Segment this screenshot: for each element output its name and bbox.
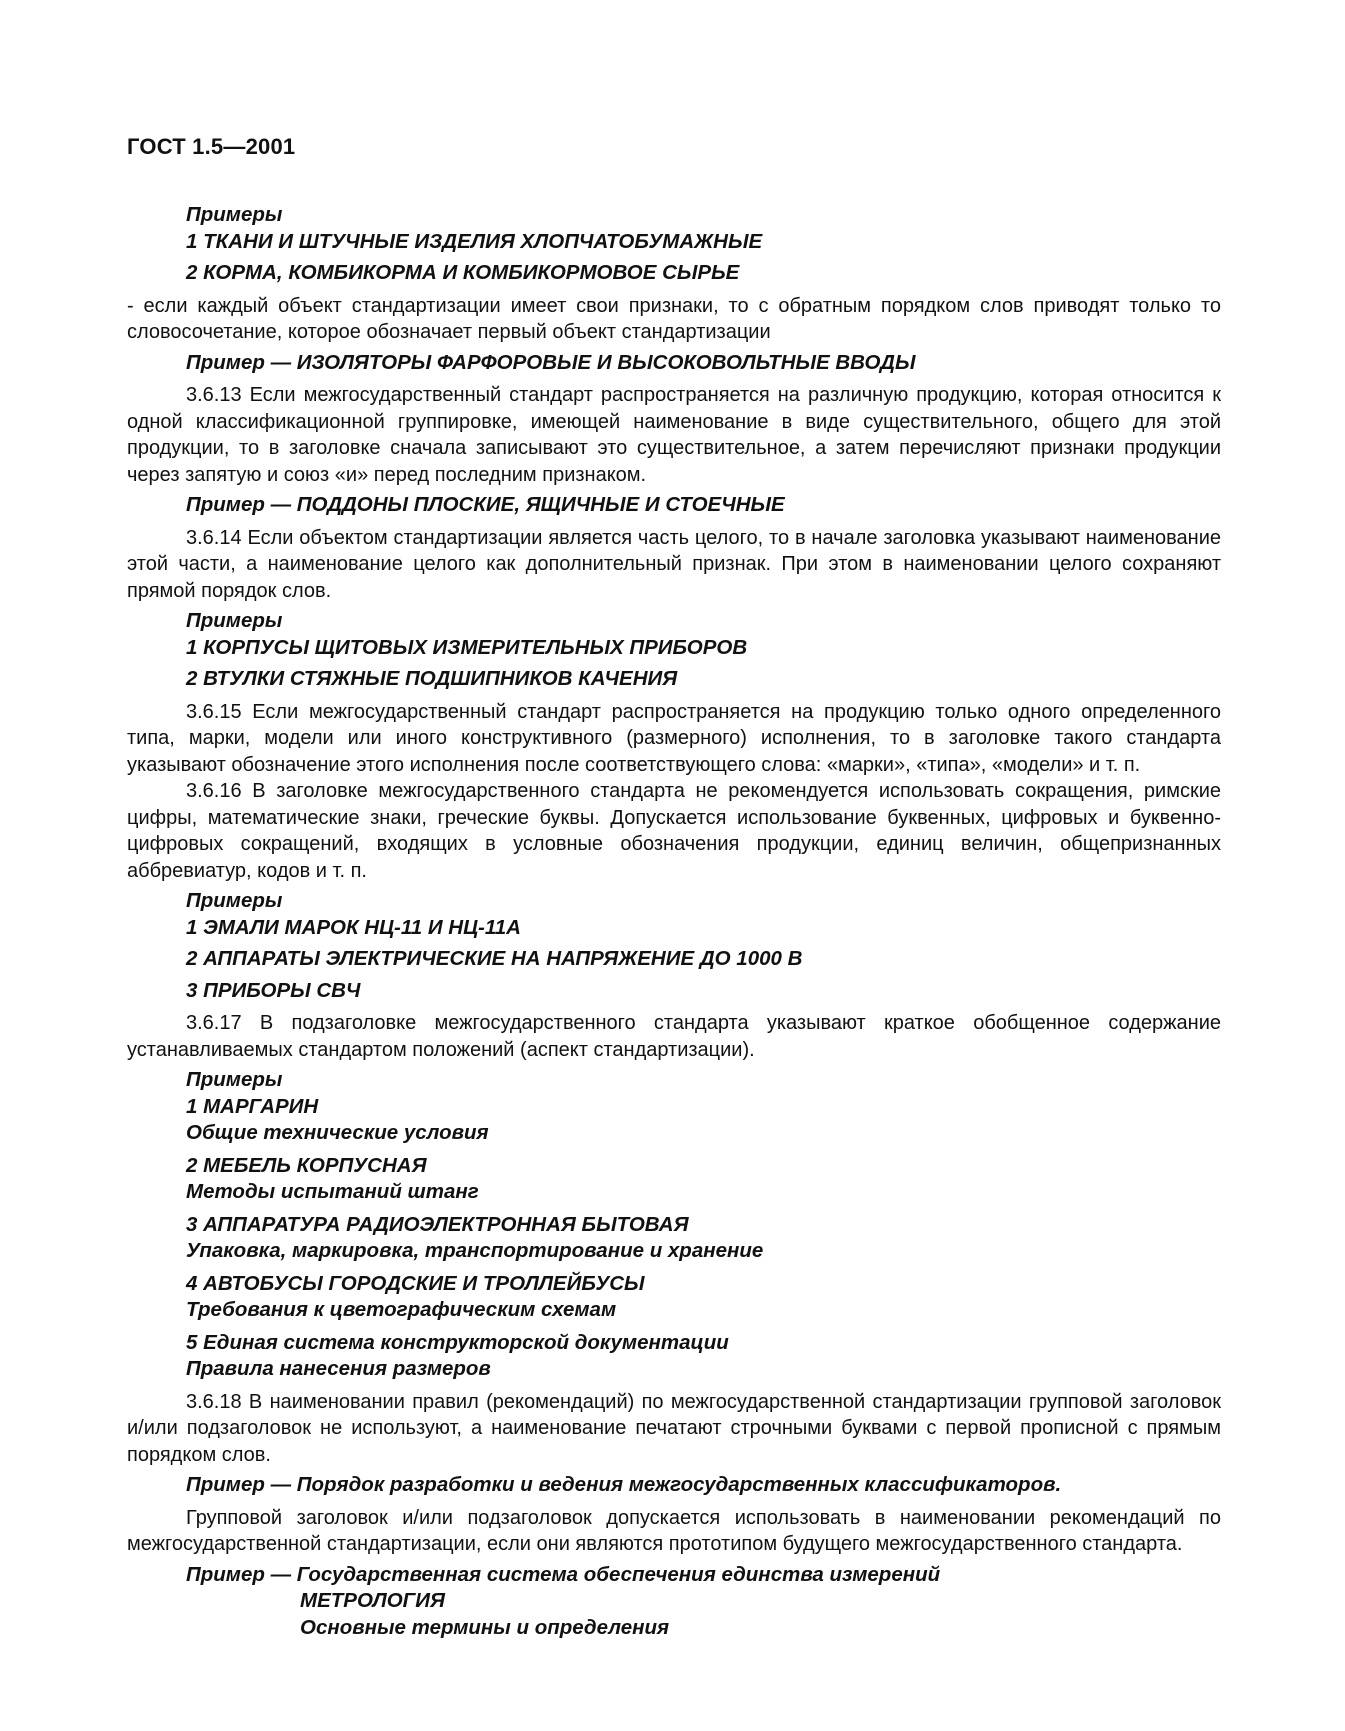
example-subtitle: Методы испытаний штанг <box>186 1180 479 1203</box>
document-header: ГОСТ 1.5—2001 <box>127 134 296 159</box>
paragraph-dash: - если каждый объект стандартизации имеет свои признаки, то с обратным порядком слов приводят только то словосочетание, которое обозначает первый объект стандартизации <box>127 294 1221 343</box>
paragraph-3-6-17: 3.6.17 В подзаголовке межгосударственного стандарта указывают краткое обобщенное содержание устанавливаемых стандартом положений (аспект стандартизации). <box>127 1012 1221 1061</box>
example-group <box>127 1271 1221 1324</box>
example-title: 5 Единая система конструкторской документации <box>186 1330 729 1354</box>
example-line: Пример — Порядок разработки и ведения межгосударственных классификаторов. <box>186 1473 1062 1496</box>
examples-label: Примеры <box>186 609 283 632</box>
paragraph-group-heading: Групповой заголовок и/или подзаголовок допускается использовать в наименовании рекомендаций по межгосударственной стандартизации, если они являются прототипом будущего межгосударственного стандарта. <box>127 1506 1221 1555</box>
example-item: 2 КОРМА, КОМБИКОРМА И КОМБИКОРМОВОЕ СЫРЬЕ <box>186 261 740 284</box>
paragraph-3-6-18: 3.6.18 В наименовании правил (рекомендаций) по межгосударственной стандартизации групповой заголовок и/или подзаголовок не используют, а наименование печатают строчными буквами с первой прописной с прямым порядком слов. <box>127 1390 1221 1466</box>
example-item: 2 ВТУЛКИ СТЯЖНЫЕ ПОДШИПНИКОВ КАЧЕНИЯ <box>186 667 678 690</box>
example-subtitle: Упаковка, маркировка, транспортирование и хранение <box>186 1239 764 1262</box>
example-group <box>127 1094 1221 1147</box>
examples-label: Примеры <box>186 889 283 912</box>
example-item: 3 ПРИБОРЫ СВЧ <box>186 978 361 1002</box>
paragraph-3-6-14: 3.6.14 Если объектом стандартизации является часть целого, то в начале заголовка указывают наименование этой части, а наименование целого как дополнительный признак. При этом в наименовании целого сохраняют прямой порядок слов. <box>127 526 1221 602</box>
example-group <box>127 1212 1221 1265</box>
example-item: 1 ЭМАЛИ МАРОК НЦ-11 И НЦ-11А <box>186 915 521 939</box>
examples-label: Примеры <box>186 203 283 226</box>
example-line-indented: МЕТРОЛОГИЯ <box>300 1589 445 1612</box>
document-body <box>127 200 1221 1641</box>
example-title: 2 МЕБЕЛЬ КОРПУСНАЯ <box>186 1153 427 1177</box>
example-group <box>127 1153 1221 1206</box>
example-line: Пример — ИЗОЛЯТОРЫ ФАРФОРОВЫЕ И ВЫСОКОВОЛЬТНЫЕ ВВОДЫ <box>186 350 916 374</box>
paragraph-3-6-13: 3.6.13 Если межгосударственный стандарт распространяется на различную продукцию, которая относится к одной классификационной группировке, имеющей наименование в виде существительного, общего для этой продукции, то в заголовке сначала записывают это существительное, а затем перечисляют признаки продукции через запятую и союз «и» перед последним признаком. <box>127 384 1221 486</box>
example-item: 1 КОРПУСЫ ЩИТОВЫХ ИЗМЕРИТЕЛЬНЫХ ПРИБОРОВ <box>186 635 748 659</box>
example-item: 2 АППАРАТЫ ЭЛЕКТРИЧЕСКИЕ НА НАПРЯЖЕНИЕ ДО 1000 В <box>186 947 803 970</box>
example-title: 4 АВТОБУСЫ ГОРОДСКИЕ И ТРОЛЛЕЙБУСЫ <box>186 1271 645 1295</box>
examples-label: Примеры <box>186 1068 283 1091</box>
example-line-indented: Основные термины и определения <box>300 1615 670 1639</box>
example-group <box>127 1330 1221 1383</box>
example-subtitle: Правила нанесения размеров <box>186 1357 491 1380</box>
paragraph-3-6-16: 3.6.16 В заголовке межгосударственного стандарта не рекомендуется использовать сокращения, римские цифры, математические знаки, греческие буквы. Допускается использование буквенных, цифровых и буквенно-цифровых сокращений, входящих в условные обозначения продукции, единиц величин, общепризнанных аббревиатур, кодов и т. п. <box>127 780 1221 882</box>
example-line: Пример — Государственная система обеспечения единства измерений <box>186 1562 941 1586</box>
example-item: 1 ТКАНИ И ШТУЧНЫЕ ИЗДЕЛИЯ ХЛОПЧАТОБУМАЖНЫЕ <box>186 229 763 253</box>
example-line: Пример — ПОДДОНЫ ПЛОСКИЕ, ЯЩИЧНЫЕ И СТОЕЧНЫЕ <box>186 493 785 516</box>
paragraph-3-6-15: 3.6.15 Если межгосударственный стандарт распространяется на продукцию только одного определенного типа, марки, модели или иного конструктивного (размерного) исполнения, то в заголовке такого стандарта указывают обозначение этого исполнения после соответствующего слова: «марки», «типа», «модели» и т. п. <box>127 700 1221 776</box>
example-subtitle: Требования к цветографическим схемам <box>186 1298 617 1321</box>
example-title: 3 АППАРАТУРА РАДИОЭЛЕКТРОННАЯ БЫТОВАЯ <box>186 1212 689 1236</box>
example-subtitle: Общие технические условия <box>186 1121 489 1144</box>
example-title: 1 МАРГАРИН <box>186 1094 319 1118</box>
